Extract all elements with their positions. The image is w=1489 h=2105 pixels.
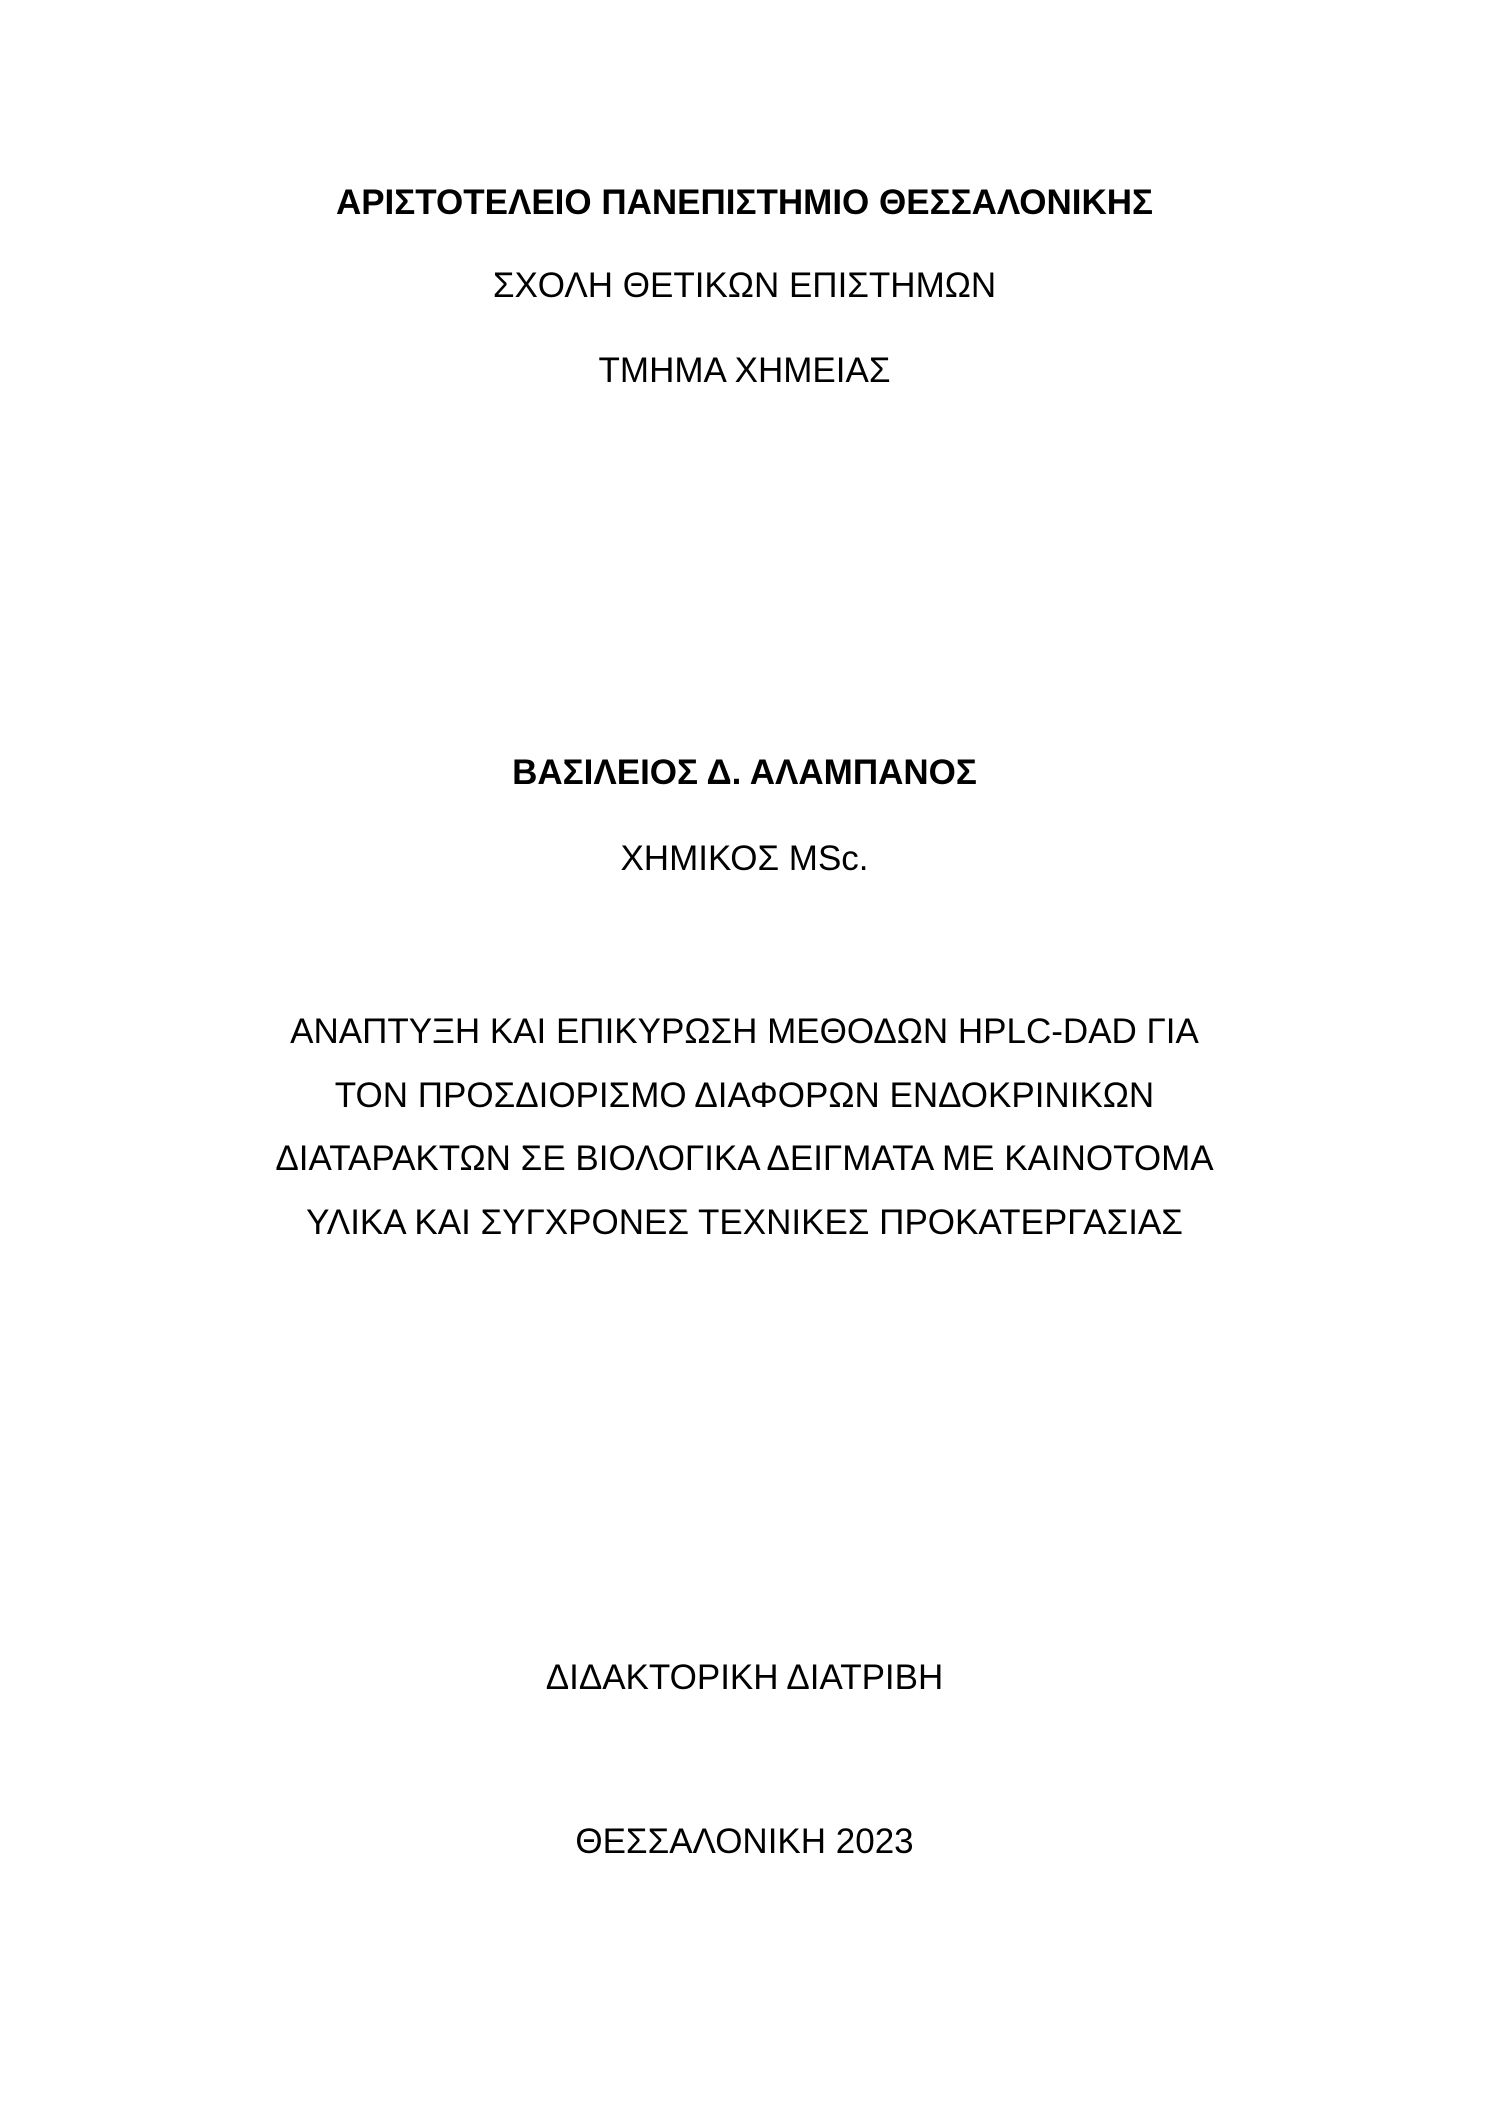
thesis-title [0,1000,1489,1254]
school-name: ΣΧΟΛΗ ΘΕΤΙΚΩΝ ΕΠΙΣΤΗΜΩΝ [492,266,997,305]
thesis-title-line: ΑΝΑΠΤΥΞΗ ΚΑΙ ΕΠΙΚΥΡΩΣΗ ΜΕΘΟΔΩΝ HPLC-DAD ΓΙΑ [290,1012,1199,1051]
thesis-title-line: ΥΛΙΚΑ ΚΑΙ ΣΥΓΧΡΟΝΕΣ ΤΕΧΝΙΚΕΣ ΠΡΟΚΑΤΕΡΓΑΣΙΑΣ [306,1202,1183,1242]
department-name: ΤΜΗΜΑ ΧΗΜΕΙΑΣ [598,351,891,390]
university-name: ΑΡΙΣΤΟΤΕΛΕΙΟ ΠΑΝΕΠΙΣΤΗΜΙΟ ΘΕΣΣΑΛΟΝΙΚΗΣ [335,183,1154,222]
place-year: ΘΕΣΣΑΛΟΝΙΚΗ 2023 [575,1822,914,1861]
thesis-title-line: ΔΙΑΤΑΡΑΚΤΩΝ ΣΕ ΒΙΟΛΟΓΙΚΑ ΔΕΙΓΜΑΤΑ ΜΕ ΚΑΙΝΟΤΟΜΑ [275,1139,1214,1178]
author-degree: ΧΗΜΙΚΟΣ MSc. [620,839,869,878]
author-name: ΒΑΣΙΛΕΙΟΣ Δ. ΑΛΑΜΠΑΝΟΣ [512,753,977,792]
thesis-type: ΔΙΔΑΚΤΟΡΙΚΗ ΔΙΑΤΡΙΒΗ [545,1658,944,1697]
thesis-title-line: ΤΟΝ ΠΡΟΣΔΙΟΡΙΣΜΟ ΔΙΑΦΟΡΩΝ ΕΝΔΟΚΡΙΝΙΚΩΝ [334,1075,1155,1115]
